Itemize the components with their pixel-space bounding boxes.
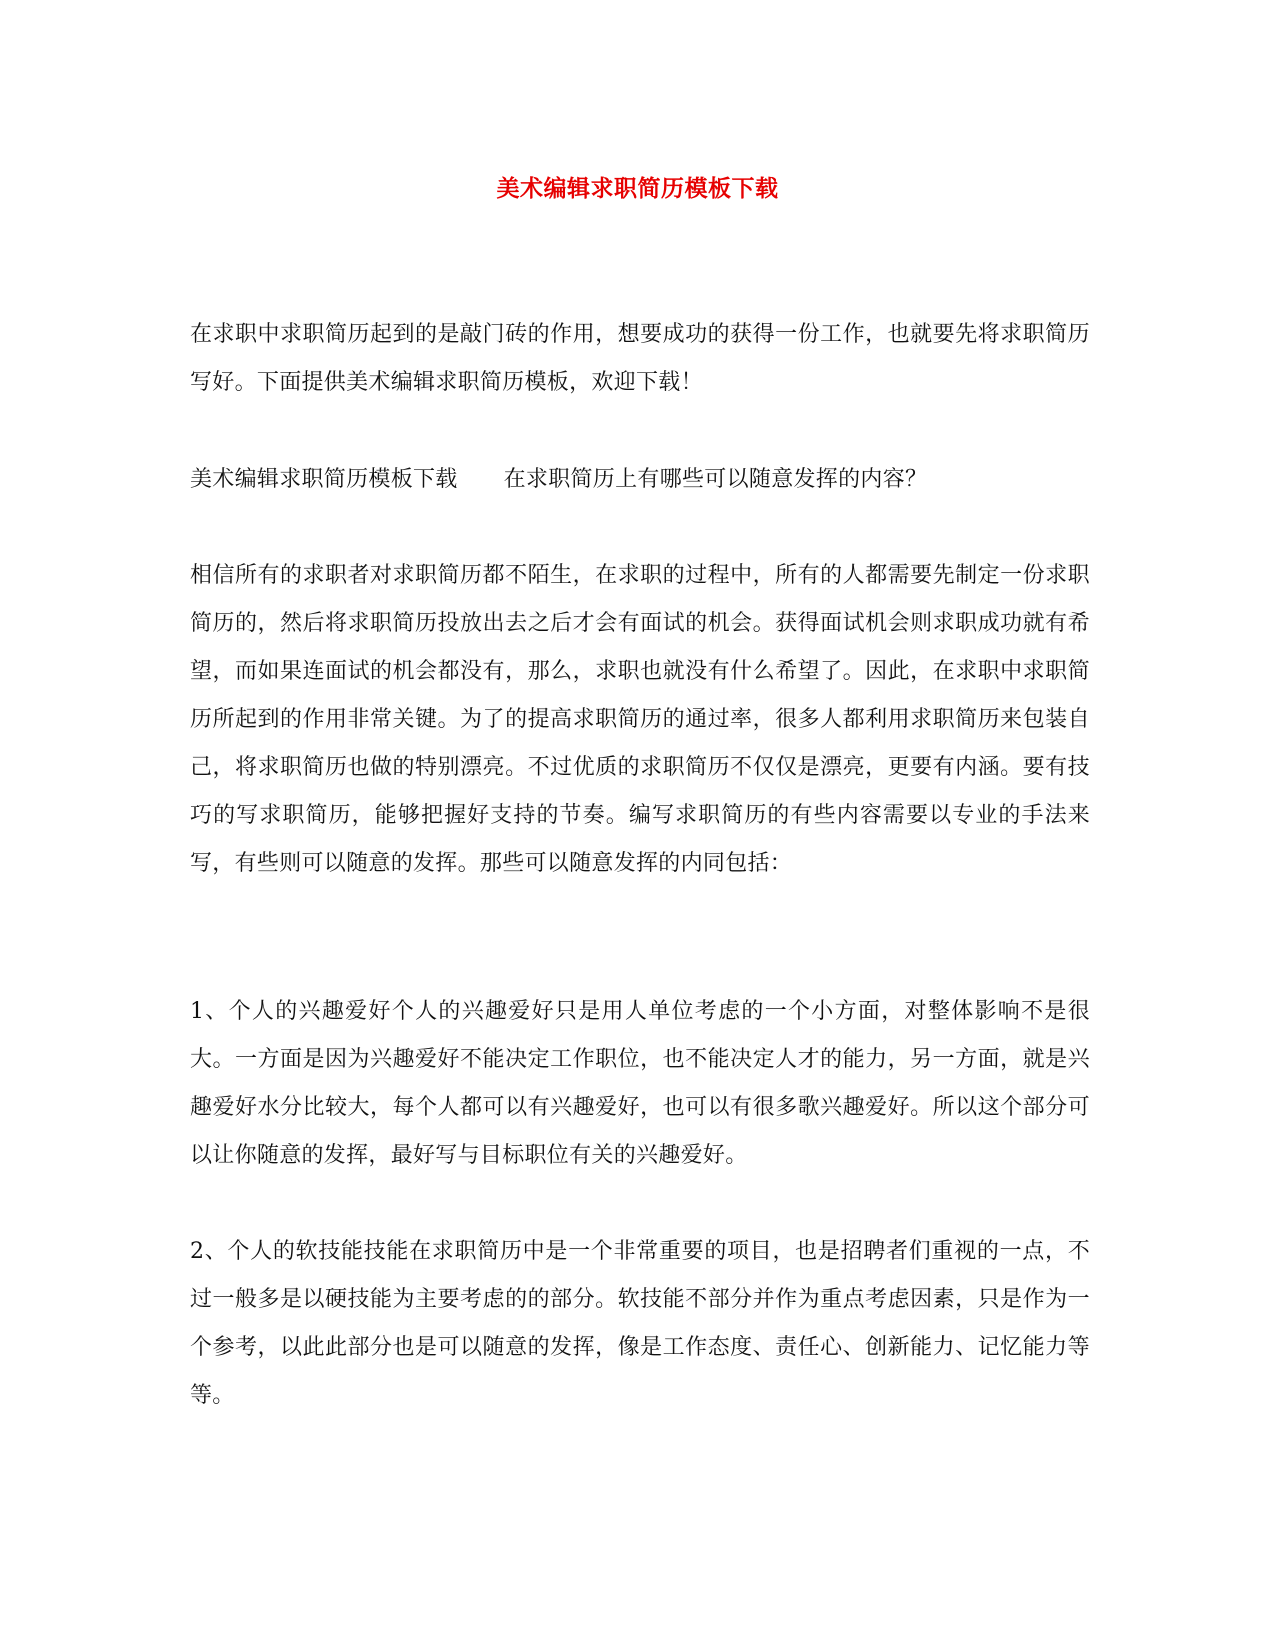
body-paragraph-3 [190,1228,1090,1420]
intro-paragraph [190,311,1090,407]
body-paragraph-text: 1、个人的兴趣爱好个人的兴趣爱好只是用人单位考虑的一个小方面，对整体影响不是很大。一方面是因为兴趣爱好不能决定工作职位，也不能决定人才的能力，另一方面，就是兴趣爱好水分比较大，每个人都可以有兴趣爱好，也可以有很多歌兴趣爱好。所以这个部分可以让你随意的发挥，最好写与目标职位有关的兴趣爱好。 [190,999,1090,1168]
intro-text: 在求职中求职简历起到的是敲门砖的作用，想要成功的获得一份工作，也就要先将求职简历写好。下面提供美术编辑求职简历模板，欢迎下载！ [190,322,1090,395]
subheading-row [190,456,1090,504]
document-title: 美术编辑求职简历模板下载 [496,175,779,202]
body-paragraph-2 [190,988,1090,1180]
subheading-left: 美术编辑求职简历模板下载 [190,467,458,492]
subheading-line [190,456,1090,504]
body-paragraph-text: 相信所有的求职者对求职简历都不陌生，在求职的过程中，所有的人都需要先制定一份求职简历的，然后将求职简历投放出去之后才会有面试的机会。获得面试机会则求职成功就有希望，而如果连面试的机会都没有，那么，求职也就没有什么希望了。因此，在求职中求职简历所起到的作用非常关键。为了的提高求职简历的通过率，很多人都利用求职简历来包装自己，将求职简历也做的特别漂亮。不过优质的求职简历不仅仅是漂亮，更要有内涵。要有技巧的写求职简历，能够把握好支持的节奏。编写求职简历的有些内容需要以专业的手法来写，有些则可以随意的发挥。那些可以随意发挥的内同包括： [190,563,1090,876]
body-paragraph-text: 2、个人的软技能技能在求职简历中是一个非常重要的项目，也是招聘者们重视的一点，不过一般多是以硬技能为主要考虑的的部分。软技能不部分并作为重点考虑因素，只是作为一个参考，以此此部分也是可以随意的发挥，像是工作态度、责任心、创新能力、记忆能力等等。 [190,1239,1090,1408]
body-paragraph-1 [190,552,1090,888]
subheading-right: 在求职简历上有哪些可以随意发挥的内容？ [503,467,928,492]
